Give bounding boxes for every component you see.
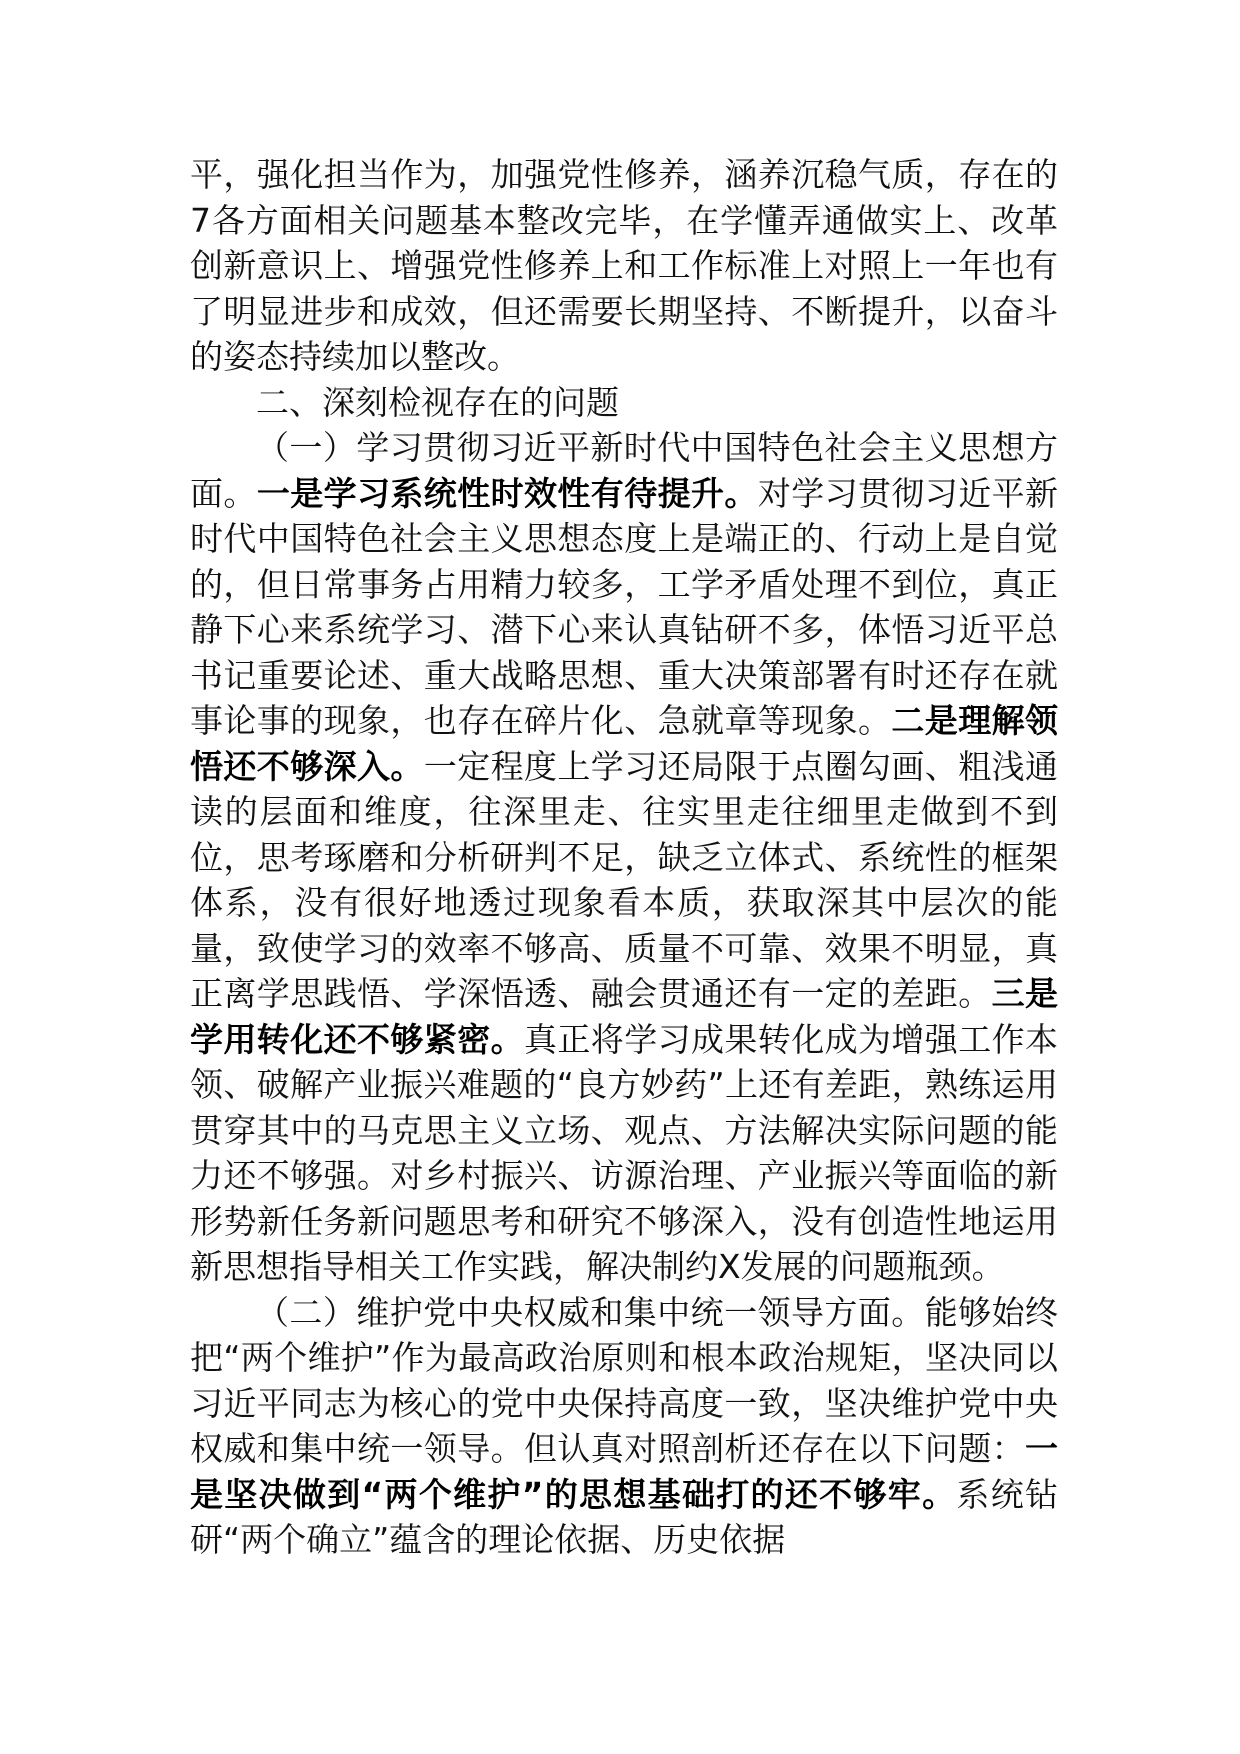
paragraph-text: （一）学习贯彻习近平新时代中国特色社会主义思想方面。 [190,428,1058,513]
bold-point: 一是学习系统性时效性有待提升。 [256,473,758,513]
paragraph-1 [190,152,1058,380]
paragraph-text: 平，强化担当作为，加强党性修养，涵养沉稳气质，存在的7各方面相关问题基本整改完毕，在学懂弄通做实上、改革创新意识上、增强党性修养上和工作标准上对照上一年也有了明显进步和成效，但还需要长期坚持、不断提升，以奋斗的姿态持续加以整改。 [190,155,1058,376]
paragraph-3 [190,425,1058,1290]
paragraph-4 [190,1290,1058,1563]
paragraph-text: 对学习贯彻习近平新时代中国特色社会主义思想态度上是端正的、行动上是自觉的，但日常事务占用精力较多，工学矛盾处理不到位，真正静下心来系统学习、潜下心来认真钻研不多，体悟习近平总书记重要论述、重大战略思想、重大决策部署有时还存在就事论事的现象，也存在碎片化、急就章等现象。 [190,473,1059,740]
paragraph-text: 系统钻研“两个确立”蕴含的理论依据、历史依据 [190,1474,1058,1559]
document-body [190,152,1058,1563]
bold-point: 一是坚决做到“两个维护”的思想基础打的还不够牢。 [190,1429,1058,1514]
section-heading-text: 二、深刻检视存在的问题 [256,382,619,422]
section-heading [190,380,1058,426]
paragraph-text: 真正将学习成果转化成为增强工作本领、破解产业振兴难题的“良方妙药”上还有差距，熟练运用贯穿其中的马克思主义立场、观点、方法解决实际问题的能力还不够强。对乡村振兴、访源治理、产业振兴等面临的新形势新任务新问题思考和研究不够深入，没有创造性地运用新思想指导相关工作实践，解决制约X发展的问题瓶颈。 [190,1019,1059,1286]
paragraph-text: （二）维护党中央权威和集中统一领导方面。能够始终把“两个维护”作为最高政治原则和根本政治规矩，坚决同以习近平同志为核心的党中央保持高度一致，坚决维护党中央权威和集中统一领导。但认真对照剖析还存在以下问题： [190,1292,1058,1468]
bold-point: 三是学用转化还不够紧密。 [190,974,1059,1059]
bold-point: 二是理解领悟还不够深入。 [190,701,1059,786]
paragraph-text: 一定程度上学习还局限于点圈勾画、粗浅通读的层面和维度，往深里走、往实里走往细里走做到不到位，思考琢磨和分析研判不足，缺乏立体式、系统性的框架体系，没有很好地透过现象看本质，获取深其中层次的能量，致使学习的效率不够高、质量不可靠、效果不明显，真正离学思践悟、学深悟透、融会贯通还有一定的差距。 [190,746,1059,1013]
